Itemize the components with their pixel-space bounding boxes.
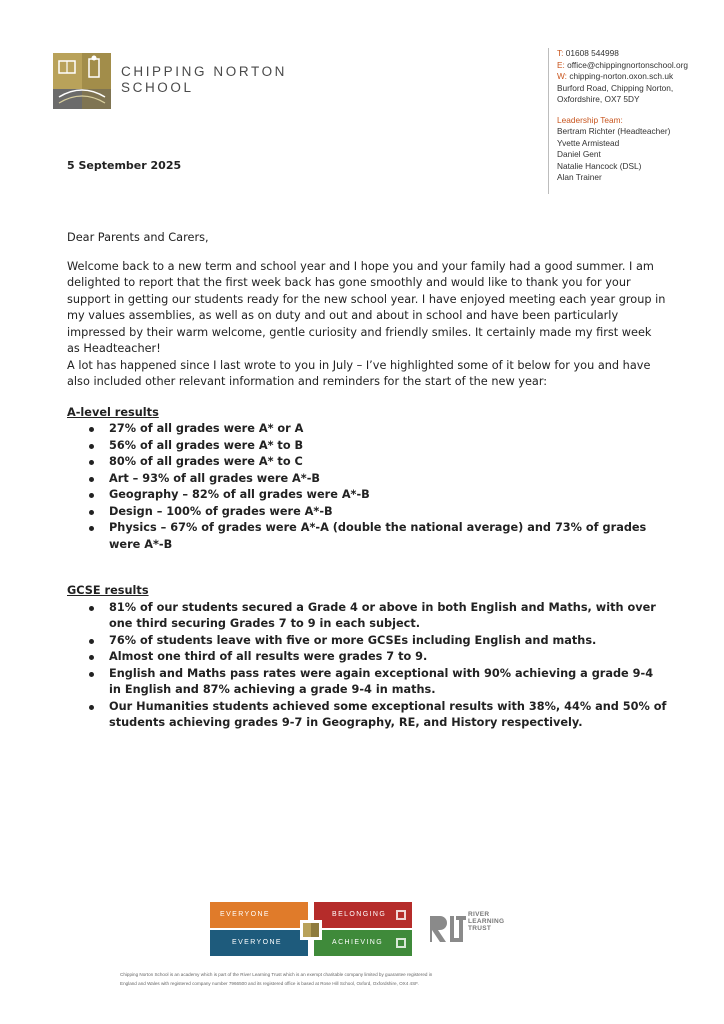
list-item: 81% of our students secured a Grade 4 or above in both English and Maths, with over one third securing Grades 7 to 9 in each subject. [109, 600, 667, 633]
value-tile-label: ACHIEVING [332, 939, 384, 946]
values-tiles [210, 900, 412, 958]
list-item: 80% of all grades were A* to C [109, 454, 667, 471]
crest-icon [300, 920, 322, 940]
letter-date: 5 September 2025 [67, 159, 182, 172]
square-icon [396, 938, 406, 948]
list-item: Physics – 67% of grades were A*-A (double the national average) and 73% of grades were A*-B [109, 520, 667, 553]
phone-number: 01608 544998 [565, 48, 619, 58]
list-item: Our Humanities students achieved some exceptional results with 38%, 44% and 50% of students achieving grades 9-7 in Geography, RE, and History respectively. [109, 699, 667, 732]
legal-line: Chipping Norton School is an academy which is part of the River Learning Trust which is an exempt charitable company limited by guarantee registered in [120, 972, 433, 977]
school-name [121, 64, 287, 96]
legal-footer [120, 971, 600, 988]
legal-line: England and Wales with registered company number 7966500 and its registered office is based at Rose Hill School, Oxford, Oxfordshire, OX4 4SF. [120, 980, 419, 986]
intro-paragraph: Welcome back to a new term and school year and I hope you and your family had a good summer. I am delighted to report that the first week back has gone smoothly and would like to thank you for your support in getting our students ready for the new school year. I have enjoyed meeting each year group in my values assemblies, as well as on duty and out and about in school and have been particularly impressed by their warm welcome, gentle curiosity and friendly smiles. It certainly made my first week as Headteacher! [67, 259, 666, 355]
leadership-member: Daniel Gent [557, 149, 601, 159]
value-tile [314, 930, 412, 956]
list-item: Almost one third of all results were grades 7 to 9. [109, 649, 667, 666]
rlt-wordmark [468, 911, 504, 933]
list-item: Design – 100% of grades were A*-B [109, 504, 667, 521]
leadership-member: Alan Trainer [557, 172, 602, 182]
rlt-line: TRUST [468, 925, 492, 933]
overview-paragraph: A lot has happened since I last wrote to you in July – I’ve highlighted some of it below for you and have also included other relevant information and reminders for the start of the new year: [67, 358, 651, 388]
salutation: Dear Parents and Carers, [67, 231, 209, 244]
web-label: W: [557, 71, 567, 81]
list-item: Geography – 82% of all grades were A*-B [109, 487, 667, 504]
value-tile-label: EVERYONE [232, 939, 282, 946]
letter-body [67, 230, 667, 732]
value-tile-label: BELONGING [332, 911, 387, 918]
value-tile-label: EVERYONE [220, 911, 270, 918]
gcse-heading: GCSE results [67, 584, 149, 597]
alevel-results-list [67, 421, 667, 553]
phone-line [557, 48, 718, 60]
leadership-member: Yvette Armistead [557, 137, 620, 148]
square-icon [396, 910, 406, 920]
school-name-line2: SCHOOL [121, 80, 194, 95]
leadership-heading: Leadership Team: [557, 114, 623, 125]
email-label: E: [557, 59, 565, 70]
rlt-line: LEARNING [468, 918, 505, 926]
value-tile [210, 930, 308, 956]
list-item: English and Maths pass rates were again exceptional with 90% achieving a grade 9-4 in English and 87% achieving a grade 9-4 in maths. [109, 666, 667, 699]
list-item: Art – 93% of all grades were A*-B [109, 471, 667, 488]
list-item: 56% of all grades were A* to B [109, 438, 667, 455]
school-crest-logo [53, 53, 111, 109]
leadership-member: Bertram Richter (Headteacher) [557, 126, 671, 136]
gcse-results-list [67, 600, 667, 732]
phone-label: T: [557, 48, 564, 58]
email-line [557, 60, 718, 72]
address-line-2: Oxfordshire, OX7 5DY [557, 94, 640, 104]
value-tile [210, 902, 308, 928]
address-line-1: Burford Road, Chipping Norton, [557, 82, 674, 93]
value-tile [314, 902, 412, 928]
leadership-member: Natalie Hancock (DSL) [557, 160, 642, 171]
web-line [557, 71, 718, 83]
list-item: 27% of all grades were A* or A [109, 421, 667, 438]
email-address[interactable]: office@chippingnortonschool.org [567, 59, 688, 70]
alevel-heading: A-level results [67, 405, 159, 419]
rlt-line: RIVER [468, 911, 490, 918]
list-item: 76% of students leave with five or more GCSEs including English and maths. [109, 633, 667, 650]
contact-details [548, 48, 718, 194]
website-link[interactable]: chipping-norton.oxon.sch.uk [569, 71, 674, 81]
school-name-line1: CHIPPING NORTON [121, 64, 288, 79]
